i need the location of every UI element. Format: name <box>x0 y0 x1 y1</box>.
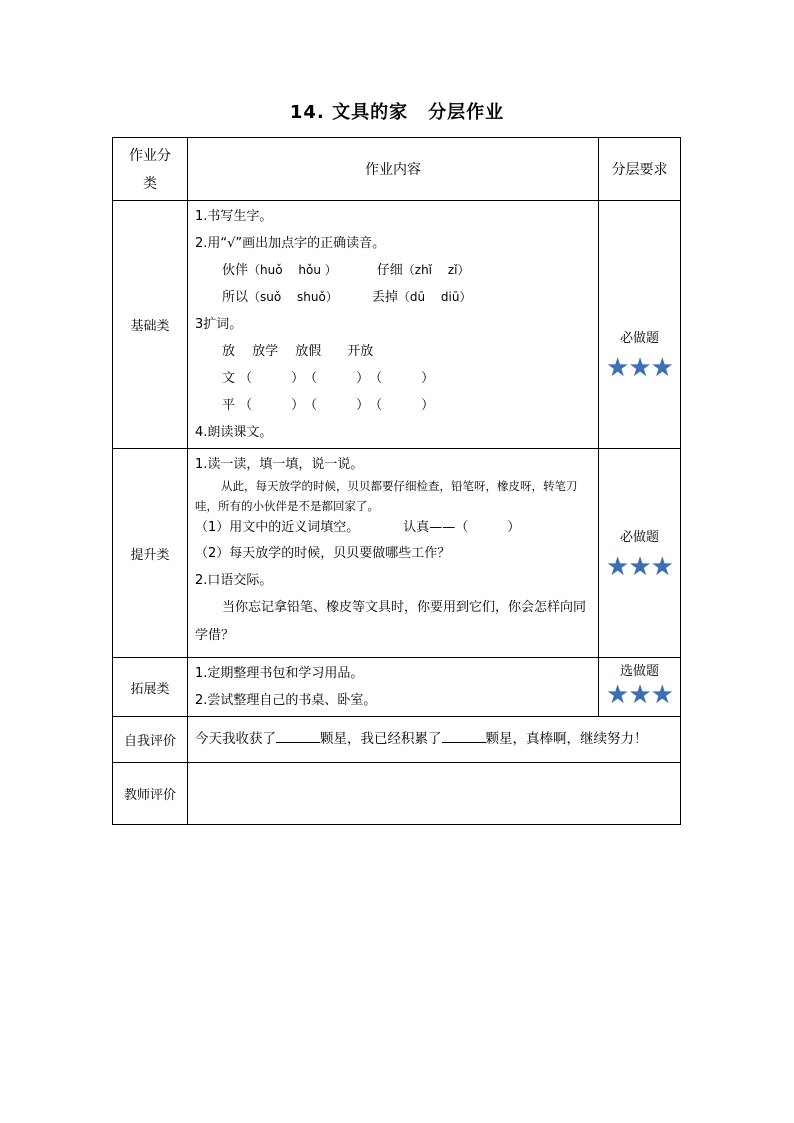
advanced-q2-text: 当你忘记拿铅笔、橡皮等文具时，你要用到它们，你会怎样向同学借？ <box>195 600 587 643</box>
page-title <box>0 98 794 124</box>
basic-requirement: 必做题 ★★★ <box>599 201 681 449</box>
basic-q2: 2.用“√”画出加点字的正确读音。 <box>195 236 386 251</box>
teacher-eval-row <box>113 763 681 825</box>
basic-category: 基础类 <box>113 201 188 449</box>
blank-line[interactable] <box>442 730 486 743</box>
extension-content <box>188 658 599 717</box>
advanced-sub2: （2）每天放学的时候，贝贝要做哪些工作？ <box>195 546 451 561</box>
pinyin-row-1: 伙伴（huǒ hǒu ） 仔细（zhǐ zǐ） <box>222 263 470 278</box>
extension-category: 拓展类 <box>113 658 188 717</box>
self-eval-row <box>113 717 681 763</box>
advanced-q1: 1.读一读，填一填，说一说。 <box>195 457 364 472</box>
extension-q2: 2.尝试整理自己的书桌、卧室。 <box>195 693 377 708</box>
header-content: 作业内容 <box>188 138 599 201</box>
star-rating: ★★★ <box>606 353 673 383</box>
pinyin-row-2: 所以（suǒ shuǒ） 丢掉（dū diū） <box>222 290 472 305</box>
basic-q1: 1.书写生字。 <box>195 209 273 224</box>
extension-row <box>113 658 681 717</box>
self-eval-content: 今天我收获了 颗星，我已经积累了 颗星，真棒啊，继续努力！ <box>188 717 681 763</box>
header-category: 作业分类 <box>113 138 188 201</box>
teacher-eval-category: 教师评价 <box>113 763 188 825</box>
star-rating: ★★★ <box>606 680 673 710</box>
teacher-eval-content[interactable] <box>188 763 681 825</box>
advanced-requirement: 必做题 ★★★ <box>599 449 681 658</box>
advanced-content <box>188 449 599 658</box>
homework-table <box>112 137 681 825</box>
advanced-sub1: （1）用文中的近义词填空。 认真——（ ） <box>195 520 521 535</box>
basic-q4: 4.朗读课文。 <box>195 425 273 440</box>
extension-q1: 1.定期整理书包和学习用品。 <box>195 666 364 681</box>
self-eval-category: 自我评价 <box>113 717 188 763</box>
header-row <box>113 138 681 201</box>
advanced-q2: 2.口语交际。 <box>195 573 273 588</box>
basic-q3: 3扩词。 <box>195 317 243 332</box>
blank-line[interactable] <box>276 730 320 743</box>
title-suffix: 分层作业 <box>428 102 505 123</box>
star-rating: ★★★ <box>606 551 673 582</box>
expand-row-wen: 文 （ ） （ ） （ ） <box>222 371 435 386</box>
reading-passage: 从此，每天放学的时候，贝贝都要仔细检查，铅笔呀，橡皮呀，转笔刀哇，所有的小伙伴是不是都回家了。 <box>195 479 578 513</box>
title-number: 14. <box>289 102 325 123</box>
basic-row <box>113 201 681 449</box>
header-requirement: 分层要求 <box>599 138 681 201</box>
advanced-category: 提升类 <box>113 449 188 658</box>
basic-content <box>188 201 599 449</box>
expand-row-ping: 平 （ ） （ ） （ ） <box>222 398 435 413</box>
expand-words: 放 放学 放假 开放 <box>222 344 374 359</box>
extension-requirement: 选做题 ★★★ <box>599 658 681 717</box>
title-name: 文具的家 <box>332 102 409 123</box>
advanced-row <box>113 449 681 658</box>
